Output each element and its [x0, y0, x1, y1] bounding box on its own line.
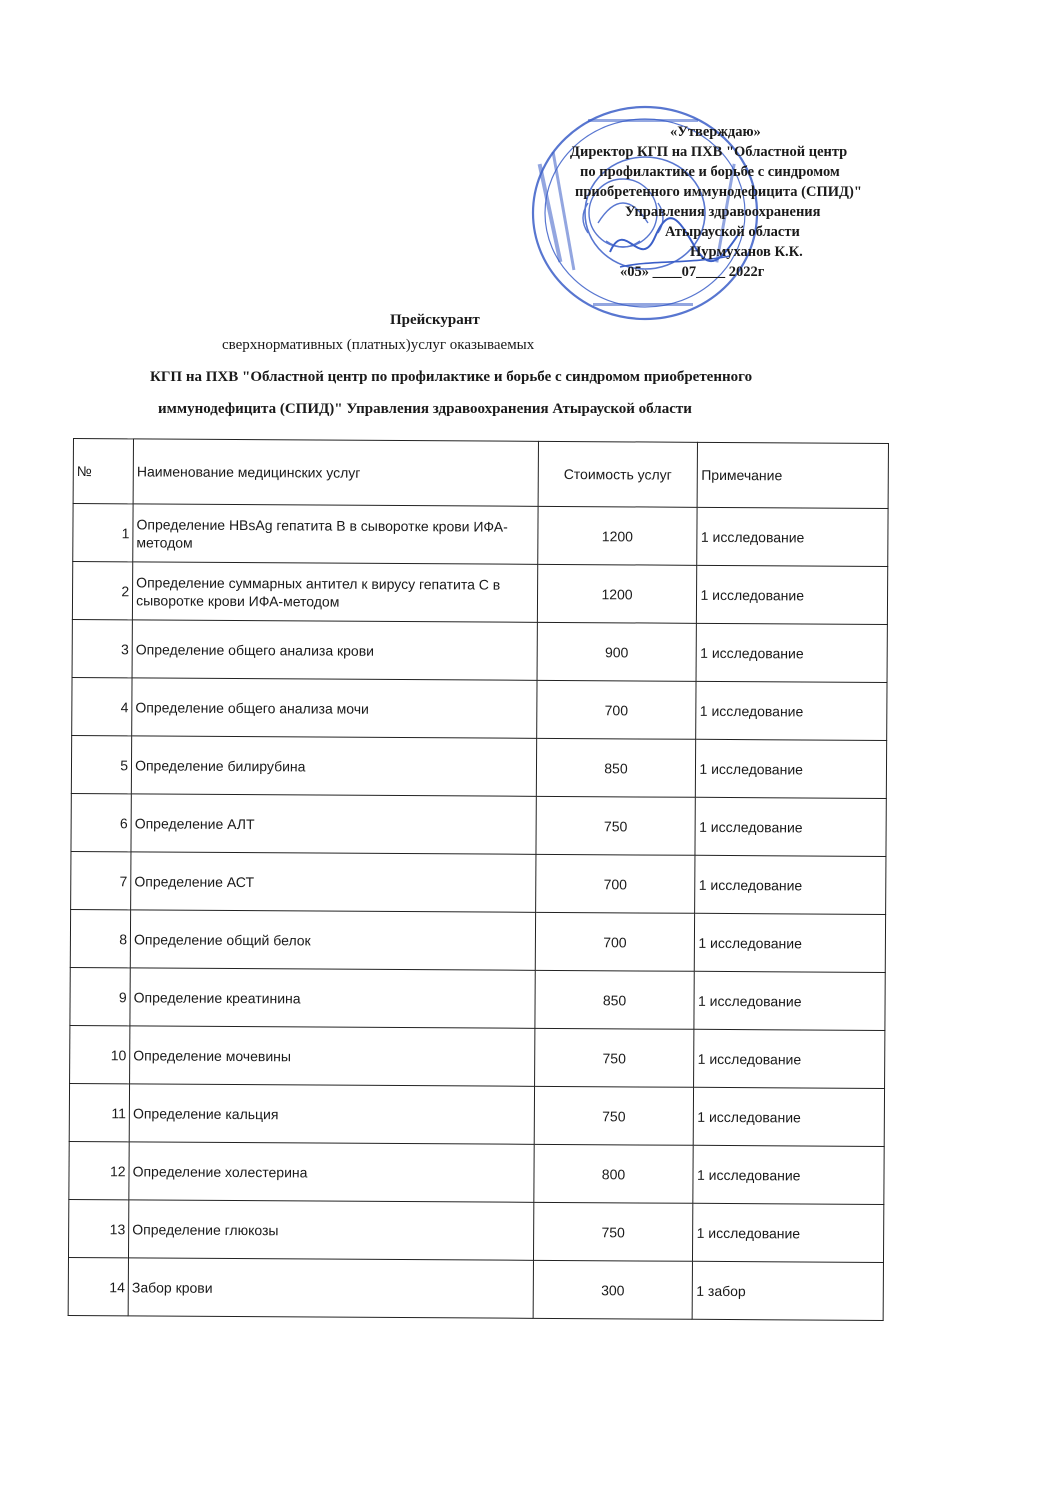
row-number: 4 [72, 677, 132, 735]
service-note: 1 исследование [693, 1203, 884, 1262]
service-note: 1 исследование [697, 507, 888, 566]
table-row [68, 1257, 883, 1320]
table-row [69, 1083, 884, 1146]
service-name: Забор крови [128, 1258, 533, 1318]
service-price: 850 [534, 970, 694, 1029]
service-note: 1 исследование [694, 971, 885, 1030]
table-row [69, 1141, 884, 1204]
service-name: Определение HBsAg гепатита В в сыворотке крови ИФА-методом [133, 504, 538, 564]
table-row [71, 793, 886, 856]
service-name: Определение АЛТ [131, 794, 536, 854]
service-note: 1 исследование [694, 1029, 885, 1088]
row-number: 14 [68, 1257, 128, 1315]
header-service-name: Наименование медицинских услуг [133, 439, 538, 506]
service-price: 700 [535, 854, 695, 913]
approval-date: «05» ____07____ 2022г [620, 264, 765, 280]
table-row [71, 735, 886, 798]
approval-line: Атырауской области [665, 224, 800, 240]
row-number: 10 [70, 1025, 130, 1083]
service-note: 1 исследование [693, 1145, 884, 1204]
row-number: 6 [71, 793, 131, 851]
table-row [68, 1199, 883, 1262]
service-price: 900 [537, 622, 697, 681]
service-note: 1 исследование [695, 797, 886, 856]
service-note: 1 исследование [696, 681, 887, 740]
approval-block [560, 122, 920, 282]
price-table [68, 438, 889, 1321]
service-note: 1 исследование [695, 913, 886, 972]
service-name: Определение АСТ [131, 852, 536, 912]
service-price: 1200 [537, 564, 697, 623]
service-name: Определение общего анализа крови [132, 620, 537, 680]
service-name: Определение суммарных антител к вирусу гепатита С в сыворотке крови ИФА-методом [132, 562, 537, 622]
row-number: 9 [70, 967, 130, 1025]
service-note: 1 исследование [695, 855, 886, 914]
table-row [72, 562, 887, 625]
service-price: 750 [534, 1028, 694, 1087]
service-price: 750 [533, 1202, 693, 1261]
approval-line: приобретенного иммунодефицита (СПИД)" [575, 184, 862, 200]
header-price: Стоимость услуг [538, 441, 698, 507]
service-name: Определение общий белок [130, 910, 535, 970]
approval-line: Управления здравоохранения [625, 204, 821, 220]
service-price: 850 [536, 738, 696, 797]
row-number: 11 [69, 1083, 129, 1141]
table-row [72, 677, 887, 740]
service-name: Определение мочевины [130, 1026, 535, 1086]
service-name: Определение общего анализа мочи [132, 678, 537, 738]
service-price: 750 [534, 1086, 694, 1145]
row-number: 2 [72, 562, 132, 620]
service-name: Определение холестерина [129, 1142, 534, 1202]
header-number: № [73, 439, 133, 504]
table-row [73, 504, 888, 567]
table-row [70, 909, 885, 972]
service-price: 1200 [537, 506, 697, 565]
row-number: 13 [68, 1199, 128, 1257]
header-note: Примечание [698, 442, 889, 508]
service-name: Определение глюкозы [129, 1200, 534, 1260]
service-name: Определение билирубина [131, 736, 536, 796]
row-number: 1 [73, 504, 133, 562]
service-note: 1 исследование [694, 1087, 885, 1146]
approval-line: по профилактике и борьбе с синдромом [580, 164, 840, 180]
table-row [72, 619, 887, 682]
service-name: Определение креатинина [130, 968, 535, 1028]
service-price: 800 [533, 1144, 693, 1203]
table-header-row [73, 439, 888, 509]
service-price: 750 [535, 796, 695, 855]
row-number: 8 [70, 909, 130, 967]
service-note: 1 забор [693, 1261, 884, 1320]
service-note: 1 исследование [697, 565, 888, 624]
table-row [70, 967, 885, 1030]
title-line: Прейскурант [390, 312, 480, 328]
table-row [70, 1025, 885, 1088]
row-number: 12 [69, 1141, 129, 1199]
row-number: 5 [71, 735, 131, 793]
table-row [71, 851, 886, 914]
title-line: КГП на ПХВ "Областной центр по профилактике и борьбе с синдромом приобретенного [150, 369, 753, 385]
service-price: 700 [536, 680, 696, 739]
service-price: 300 [533, 1260, 693, 1319]
row-number: 7 [71, 851, 131, 909]
title-line: сверхнормативных (платных)услуг оказываемых [222, 337, 535, 353]
approval-heading: «Утверждаю» [670, 124, 761, 140]
service-name: Определение кальция [129, 1084, 534, 1144]
approval-line: Директор КГП на ПХВ "Областной центр [570, 144, 848, 160]
service-note: 1 исследование [696, 623, 887, 682]
title-line: иммунодефицита (СПИД)" Управления здравоохранения Атырауской области [158, 401, 692, 417]
director-name: Нурмуханов К.К. [690, 244, 803, 260]
service-note: 1 исследование [696, 739, 887, 798]
service-price: 700 [535, 912, 695, 971]
row-number: 3 [72, 619, 132, 677]
